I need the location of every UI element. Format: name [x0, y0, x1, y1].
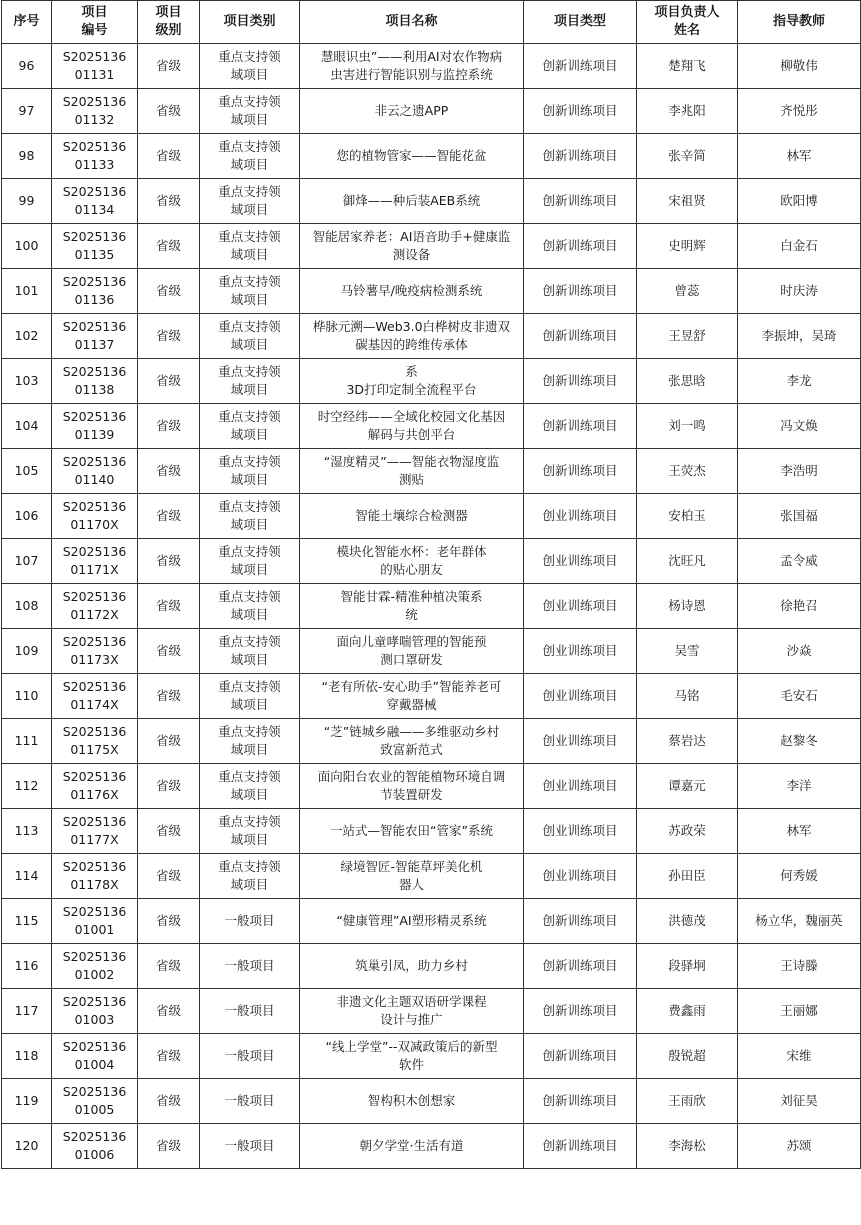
cell-code: S2025136 01136 [52, 269, 138, 314]
cell-seq: 110 [2, 674, 52, 719]
cell-seq: 98 [2, 134, 52, 179]
cell-level: 省级 [138, 719, 200, 764]
cell-level: 省级 [138, 1079, 200, 1124]
cell-category: 重点支持领 域项目 [200, 179, 300, 224]
header-category: 项目类别 [200, 1, 300, 44]
cell-level: 省级 [138, 449, 200, 494]
cell-category: 一般项目 [200, 1124, 300, 1169]
table-row [2, 134, 861, 179]
cell-level: 省级 [138, 854, 200, 899]
cell-type: 创新训练项目 [524, 89, 637, 134]
cell-code: S2025136 01138 [52, 359, 138, 404]
header-teacher: 指导教师 [738, 1, 861, 44]
cell-code: S2025136 01003 [52, 989, 138, 1034]
cell-code: S2025136 01171X [52, 539, 138, 584]
cell-teacher: 何秀媛 [738, 854, 861, 899]
cell-seq: 111 [2, 719, 52, 764]
cell-teacher: 徐艳召 [738, 584, 861, 629]
cell-level: 省级 [138, 179, 200, 224]
cell-name: 御烽——种后装AEB系统 [300, 179, 524, 224]
cell-leader: 孙田臣 [637, 854, 738, 899]
cell-name: 非云之遗APP [300, 89, 524, 134]
cell-leader: 李兆阳 [637, 89, 738, 134]
cell-seq: 113 [2, 809, 52, 854]
cell-leader: 吴雪 [637, 629, 738, 674]
cell-level: 省级 [138, 629, 200, 674]
cell-code: S2025136 01135 [52, 224, 138, 269]
cell-code: S2025136 01131 [52, 44, 138, 89]
cell-type: 创业训练项目 [524, 674, 637, 719]
cell-teacher: 柳敬伟 [738, 44, 861, 89]
cell-teacher: 冯文焕 [738, 404, 861, 449]
cell-type: 创新训练项目 [524, 1034, 637, 1079]
cell-level: 省级 [138, 899, 200, 944]
header-type: 项目类型 [524, 1, 637, 44]
cell-code: S2025136 01134 [52, 179, 138, 224]
cell-leader: 杨诗恩 [637, 584, 738, 629]
cell-teacher: 杨立华，魏丽英 [738, 899, 861, 944]
cell-seq: 103 [2, 359, 52, 404]
cell-level: 省级 [138, 89, 200, 134]
cell-type: 创新训练项目 [524, 899, 637, 944]
cell-seq: 120 [2, 1124, 52, 1169]
header-name: 项目名称 [300, 1, 524, 44]
cell-type: 创新训练项目 [524, 1079, 637, 1124]
cell-leader: 费鑫雨 [637, 989, 738, 1034]
cell-category: 重点支持领 域项目 [200, 224, 300, 269]
cell-category: 一般项目 [200, 989, 300, 1034]
cell-teacher: 齐悦彤 [738, 89, 861, 134]
cell-category: 重点支持领 域项目 [200, 494, 300, 539]
cell-level: 省级 [138, 764, 200, 809]
cell-category: 一般项目 [200, 899, 300, 944]
cell-type: 创新训练项目 [524, 944, 637, 989]
cell-code: S2025136 01004 [52, 1034, 138, 1079]
table-row [2, 359, 861, 404]
table-row [2, 314, 861, 359]
cell-name: 系 3D打印定制全流程平台 [300, 359, 524, 404]
table-row [2, 629, 861, 674]
cell-code: S2025136 01178X [52, 854, 138, 899]
cell-teacher: 宋维 [738, 1034, 861, 1079]
cell-type: 创新训练项目 [524, 449, 637, 494]
cell-teacher: 孟令威 [738, 539, 861, 584]
cell-category: 重点支持领 域项目 [200, 404, 300, 449]
table-row [2, 1034, 861, 1079]
table-row [2, 764, 861, 809]
cell-code: S2025136 01132 [52, 89, 138, 134]
cell-type: 创新训练项目 [524, 404, 637, 449]
table-row [2, 494, 861, 539]
cell-name: 面向儿童哮喘管理的智能预 测口罩研发 [300, 629, 524, 674]
cell-name: “芝”链城乡融——多维驱动乡村 致富新范式 [300, 719, 524, 764]
cell-type: 创新训练项目 [524, 314, 637, 359]
cell-teacher: 王诗滕 [738, 944, 861, 989]
cell-type: 创业训练项目 [524, 584, 637, 629]
cell-name: “老有所依-安心助手”智能养老可 穿戴器械 [300, 674, 524, 719]
cell-seq: 100 [2, 224, 52, 269]
cell-teacher: 时庆涛 [738, 269, 861, 314]
cell-leader: 安柏玉 [637, 494, 738, 539]
cell-seq: 105 [2, 449, 52, 494]
cell-category: 重点支持领 域项目 [200, 539, 300, 584]
header-leader: 项目负责人 姓名 [637, 1, 738, 44]
cell-teacher: 沙焱 [738, 629, 861, 674]
cell-name: 智能土壤综合检测器 [300, 494, 524, 539]
cell-seq: 112 [2, 764, 52, 809]
cell-name: 朝夕学堂·生活有道 [300, 1124, 524, 1169]
cell-seq: 107 [2, 539, 52, 584]
table-row [2, 449, 861, 494]
cell-level: 省级 [138, 539, 200, 584]
cell-type: 创业训练项目 [524, 854, 637, 899]
table-row [2, 809, 861, 854]
cell-leader: 刘一鸣 [637, 404, 738, 449]
cell-leader: 殷锐超 [637, 1034, 738, 1079]
cell-category: 重点支持领 域项目 [200, 719, 300, 764]
cell-type: 创新训练项目 [524, 44, 637, 89]
cell-teacher: 李振坤，吴琦 [738, 314, 861, 359]
cell-name: 一站式—智能农田“管家”系统 [300, 809, 524, 854]
cell-name: 桦脉元溯—Web3.0白桦树皮非遗双 碳基因的跨维传承体 [300, 314, 524, 359]
cell-level: 省级 [138, 269, 200, 314]
table-row [2, 89, 861, 134]
cell-leader: 谭嘉元 [637, 764, 738, 809]
cell-category: 重点支持领 域项目 [200, 584, 300, 629]
table-row [2, 224, 861, 269]
cell-type: 创新训练项目 [524, 179, 637, 224]
cell-leader: 楚翔飞 [637, 44, 738, 89]
cell-leader: 王荧杰 [637, 449, 738, 494]
cell-seq: 117 [2, 989, 52, 1034]
cell-name: 马铃薯早/晚疫病检测系统 [300, 269, 524, 314]
table-row [2, 944, 861, 989]
project-table [1, 0, 861, 1169]
cell-name: 您的植物管家——智能花盆 [300, 134, 524, 179]
cell-name: 非遗文化主题双语研学课程 设计与推广 [300, 989, 524, 1034]
cell-category: 重点支持领 域项目 [200, 44, 300, 89]
cell-category: 重点支持领 域项目 [200, 269, 300, 314]
cell-name: 智构积木创想家 [300, 1079, 524, 1124]
table-header-row [2, 1, 861, 44]
cell-leader: 马铭 [637, 674, 738, 719]
header-code: 项目 编号 [52, 1, 138, 44]
cell-teacher: 赵黎冬 [738, 719, 861, 764]
cell-name: 慧眼识虫”——利用AI对农作物病 虫害进行智能识别与监控系统 [300, 44, 524, 89]
cell-leader: 曾蕊 [637, 269, 738, 314]
cell-name: 时空经纬——全域化校园文化基因 解码与共创平台 [300, 404, 524, 449]
cell-category: 重点支持领 域项目 [200, 449, 300, 494]
cell-leader: 洪德茂 [637, 899, 738, 944]
cell-code: S2025136 01170X [52, 494, 138, 539]
cell-teacher: 欧阳博 [738, 179, 861, 224]
cell-type: 创新训练项目 [524, 134, 637, 179]
cell-type: 创新训练项目 [524, 1124, 637, 1169]
cell-type: 创业训练项目 [524, 494, 637, 539]
cell-code: S2025136 01173X [52, 629, 138, 674]
cell-type: 创业训练项目 [524, 764, 637, 809]
cell-name: 智能居家养老：AI语音助手+健康监 测设备 [300, 224, 524, 269]
table-row [2, 1079, 861, 1124]
cell-name: “湿度精灵”——智能衣物湿度监 测贴 [300, 449, 524, 494]
cell-leader: 李海松 [637, 1124, 738, 1169]
cell-level: 省级 [138, 674, 200, 719]
cell-seq: 102 [2, 314, 52, 359]
cell-level: 省级 [138, 44, 200, 89]
cell-code: S2025136 01139 [52, 404, 138, 449]
table-body [2, 44, 861, 1169]
cell-category: 重点支持领 域项目 [200, 854, 300, 899]
table-row [2, 404, 861, 449]
cell-seq: 108 [2, 584, 52, 629]
cell-type: 创业训练项目 [524, 539, 637, 584]
table-row [2, 854, 861, 899]
cell-teacher: 白金石 [738, 224, 861, 269]
header-seq: 序号 [2, 1, 52, 44]
table-row [2, 674, 861, 719]
cell-category: 一般项目 [200, 1079, 300, 1124]
cell-leader: 宋祖贤 [637, 179, 738, 224]
cell-seq: 101 [2, 269, 52, 314]
table-row [2, 44, 861, 89]
cell-type: 创业训练项目 [524, 629, 637, 674]
cell-seq: 116 [2, 944, 52, 989]
cell-seq: 99 [2, 179, 52, 224]
cell-code: S2025136 01001 [52, 899, 138, 944]
cell-leader: 苏政荣 [637, 809, 738, 854]
cell-level: 省级 [138, 224, 200, 269]
cell-seq: 109 [2, 629, 52, 674]
cell-code: S2025136 01174X [52, 674, 138, 719]
cell-type: 创业训练项目 [524, 719, 637, 764]
cell-code: S2025136 01137 [52, 314, 138, 359]
cell-level: 省级 [138, 1124, 200, 1169]
cell-code: S2025136 01005 [52, 1079, 138, 1124]
cell-code: S2025136 01006 [52, 1124, 138, 1169]
cell-level: 省级 [138, 584, 200, 629]
cell-leader: 史明辉 [637, 224, 738, 269]
cell-level: 省级 [138, 134, 200, 179]
cell-category: 重点支持领 域项目 [200, 674, 300, 719]
cell-name: 面向阳台农业的智能植物环境自调 节装置研发 [300, 764, 524, 809]
cell-seq: 106 [2, 494, 52, 539]
cell-category: 重点支持领 域项目 [200, 359, 300, 404]
cell-code: S2025136 01175X [52, 719, 138, 764]
cell-category: 重点支持领 域项目 [200, 89, 300, 134]
cell-category: 重点支持领 域项目 [200, 809, 300, 854]
cell-category: 重点支持领 域项目 [200, 314, 300, 359]
cell-level: 省级 [138, 944, 200, 989]
table-row [2, 584, 861, 629]
cell-seq: 119 [2, 1079, 52, 1124]
table-row [2, 179, 861, 224]
cell-type: 创新训练项目 [524, 359, 637, 404]
cell-teacher: 刘征昊 [738, 1079, 861, 1124]
cell-type: 创新训练项目 [524, 224, 637, 269]
cell-code: S2025136 01172X [52, 584, 138, 629]
table-row [2, 269, 861, 314]
cell-teacher: 李龙 [738, 359, 861, 404]
table-row [2, 899, 861, 944]
cell-category: 重点支持领 域项目 [200, 134, 300, 179]
cell-teacher: 张国福 [738, 494, 861, 539]
cell-leader: 张思晗 [637, 359, 738, 404]
cell-level: 省级 [138, 314, 200, 359]
cell-code: S2025136 01002 [52, 944, 138, 989]
cell-code: S2025136 01140 [52, 449, 138, 494]
table-row [2, 719, 861, 764]
header-level: 项目 级别 [138, 1, 200, 44]
cell-name: 模块化智能水杯：老年群体 的贴心朋友 [300, 539, 524, 584]
cell-teacher: 毛安石 [738, 674, 861, 719]
cell-type: 创新训练项目 [524, 989, 637, 1034]
cell-teacher: 李浩明 [738, 449, 861, 494]
cell-level: 省级 [138, 359, 200, 404]
cell-leader: 段驿坰 [637, 944, 738, 989]
cell-level: 省级 [138, 989, 200, 1034]
cell-teacher: 林军 [738, 809, 861, 854]
cell-level: 省级 [138, 494, 200, 539]
cell-leader: 蔡岩达 [637, 719, 738, 764]
cell-name: 智能甘霖-精准种植决策系 统 [300, 584, 524, 629]
cell-name: “线上学堂”--双减政策后的新型 软件 [300, 1034, 524, 1079]
cell-category: 一般项目 [200, 1034, 300, 1079]
table-row [2, 1124, 861, 1169]
cell-leader: 张辛简 [637, 134, 738, 179]
cell-seq: 97 [2, 89, 52, 134]
cell-name: 筑巢引凤，助力乡村 [300, 944, 524, 989]
cell-type: 创业训练项目 [524, 809, 637, 854]
cell-level: 省级 [138, 809, 200, 854]
table-row [2, 989, 861, 1034]
cell-leader: 王雨欣 [637, 1079, 738, 1124]
cell-leader: 沈旺凡 [637, 539, 738, 584]
cell-category: 一般项目 [200, 944, 300, 989]
cell-category: 重点支持领 域项目 [200, 629, 300, 674]
cell-level: 省级 [138, 404, 200, 449]
cell-seq: 118 [2, 1034, 52, 1079]
cell-leader: 王昱舒 [637, 314, 738, 359]
cell-teacher: 王丽娜 [738, 989, 861, 1034]
cell-teacher: 李洋 [738, 764, 861, 809]
cell-category: 重点支持领 域项目 [200, 764, 300, 809]
cell-name: 绿境智匠-智能草坪美化机 器人 [300, 854, 524, 899]
table-row [2, 539, 861, 584]
cell-seq: 96 [2, 44, 52, 89]
cell-code: S2025136 01177X [52, 809, 138, 854]
cell-level: 省级 [138, 1034, 200, 1079]
cell-name: “健康管理”AI塑形精灵系统 [300, 899, 524, 944]
cell-code: S2025136 01176X [52, 764, 138, 809]
cell-teacher: 林军 [738, 134, 861, 179]
cell-type: 创新训练项目 [524, 269, 637, 314]
cell-seq: 115 [2, 899, 52, 944]
cell-teacher: 苏颂 [738, 1124, 861, 1169]
cell-seq: 104 [2, 404, 52, 449]
cell-code: S2025136 01133 [52, 134, 138, 179]
cell-seq: 114 [2, 854, 52, 899]
